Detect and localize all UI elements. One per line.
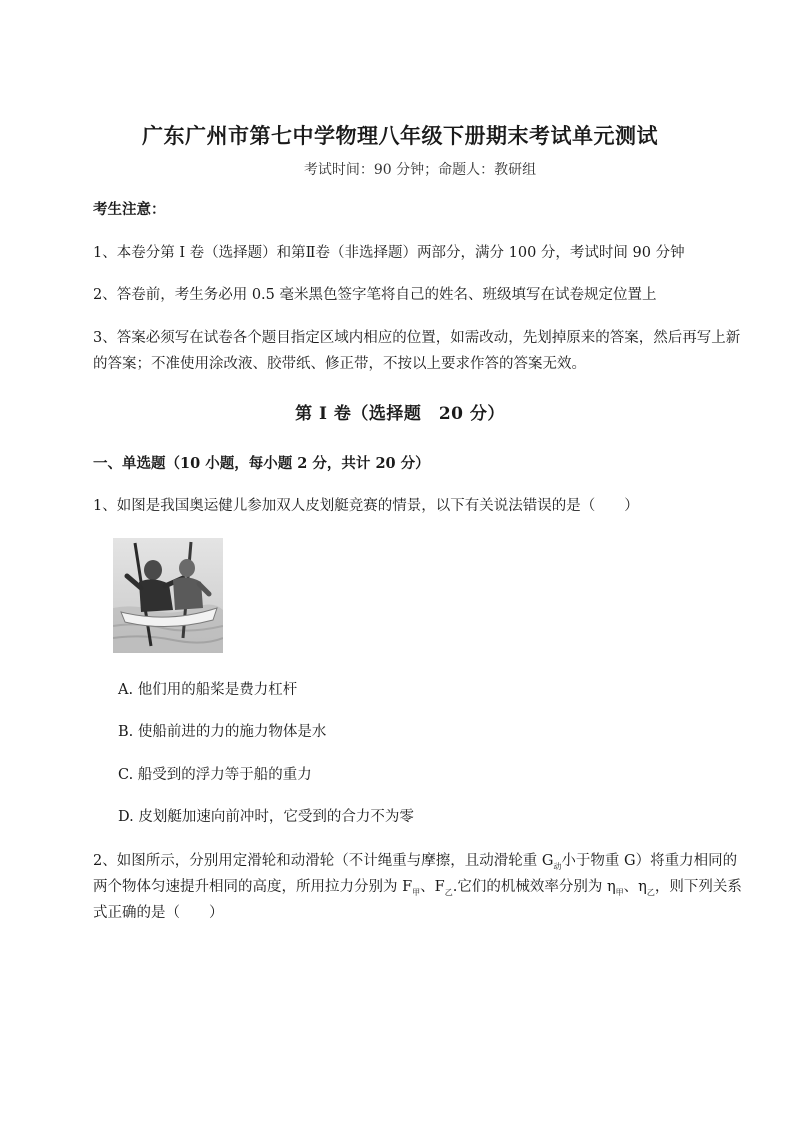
q2-subscript-2: 甲 — [412, 887, 421, 897]
q2-text-5: 、η — [623, 879, 647, 895]
q2-text-3: 、F — [420, 879, 445, 895]
question-1-stem: 1、如图是我国奥运健儿参加双人皮划艇竞赛的情景，以下有关说法错误的是（ ） — [93, 498, 639, 514]
q2-subscript-4: 甲 — [615, 887, 624, 897]
question-1-option-d: D. 皮划艇加速向前冲时，它受到的合力不为零 — [118, 809, 414, 825]
question-1-option-c: C. 船受到的浮力等于船的重力 — [118, 767, 312, 783]
notice-item-3: 3、答案必须写在试卷各个题目指定区域内相应的位置，如需改动，先划掉原来的答案，然后再写上新的答案；不准使用涂改液、胶带纸、修正带，不按以上要求作答的答案无效。 — [93, 330, 741, 372]
question-1-option-b: B. 使船前进的力的施力物体是水 — [118, 724, 327, 740]
kayak-illustration — [113, 538, 223, 653]
question-2-stem — [93, 848, 748, 926]
exam-subtitle: 考试时间：90 分钟；命题人：教研组 — [303, 162, 537, 178]
kayak-photo — [113, 538, 223, 653]
q2-subscript-1: 动 — [553, 861, 562, 871]
notice-heading: 考生注意： — [93, 201, 166, 218]
q2-subscript-5: 乙 — [646, 887, 655, 897]
q2-text-1: 2、如图所示，分别用定滑轮和动滑轮（不计绳重与摩擦，且动滑轮重 G — [93, 853, 554, 869]
notice-item-2: 2、答卷前，考生务必用 0.5 毫米黑色签字笔将自己的姓名、班级填写在试卷规定位置上 — [93, 287, 657, 303]
q2-subscript-3: 乙 — [444, 887, 453, 897]
question-1-option-a: A. 他们用的船桨是费力杠杆 — [118, 682, 298, 698]
section-title: 第 I 卷（选择题 20 分） — [295, 404, 505, 424]
part-heading: 一、单选题（10 小题，每小题 2 分，共计 20 分） — [93, 455, 430, 472]
notice-item-1: 1、本卷分第 I 卷（选择题）和第Ⅱ卷（非选择题）两部分，满分 100 分，考试时间 90 分钟 — [93, 245, 685, 261]
q2-text-4: .它们的机械效率分别为 η — [452, 879, 616, 895]
q2-text-6: ，则下列关系式正确的是（ ） — [93, 879, 742, 921]
exam-title: 广东广州市第七中学物理八年级下册期末考试单元测试 — [142, 123, 658, 148]
q2-text-2: 小于物重 G）将重力相同的两个物体匀速提升相同的高度，所用拉力分别为 F — [93, 853, 738, 895]
